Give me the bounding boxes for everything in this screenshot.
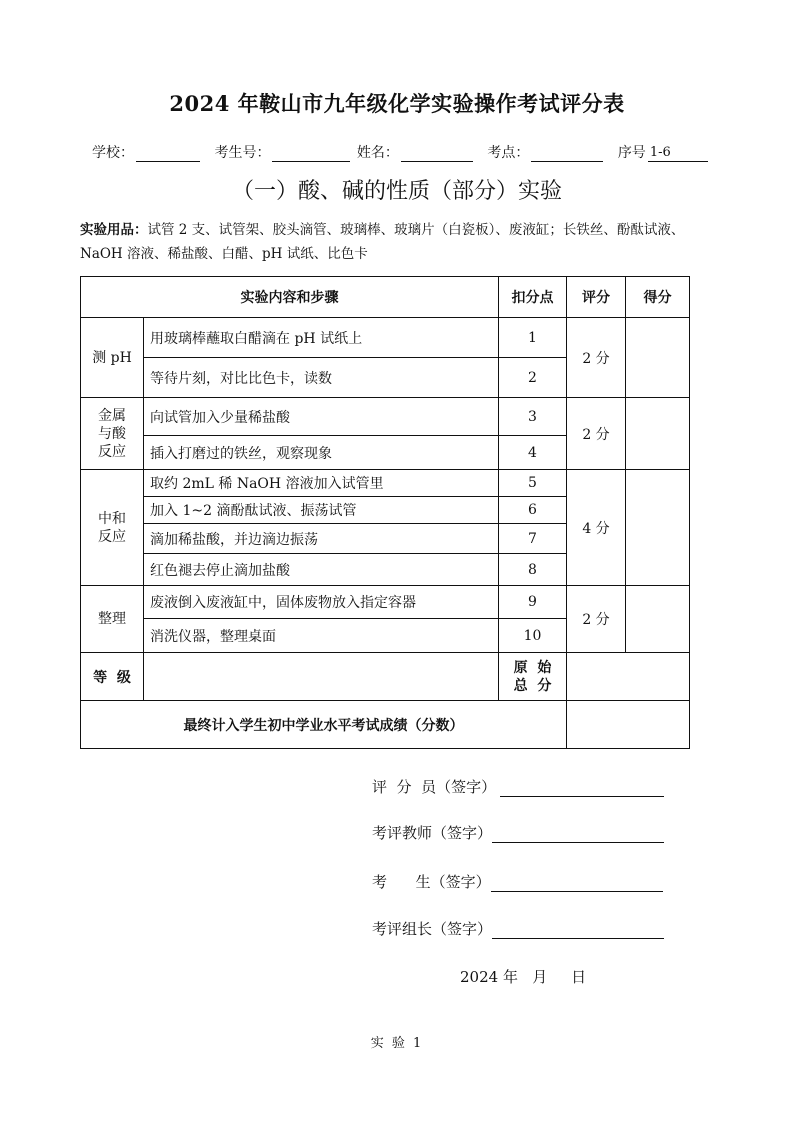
candidate-info-row (92, 142, 718, 162)
signature-label: 考 生（签字） (372, 873, 491, 891)
signature-candidate (372, 871, 663, 892)
step-text: 用玻璃棒蘸取白醋滴在 pH 试纸上 (144, 318, 499, 358)
step-number: 8 (499, 554, 567, 586)
step-number: 9 (499, 586, 567, 619)
step-number: 10 (499, 619, 567, 653)
signature-label: 考评组长（签字） (372, 920, 493, 938)
step-text: 消洗仪器，整理桌面 (144, 619, 499, 653)
scoring-table (80, 276, 690, 749)
group-label-ph: 测 pH (81, 318, 144, 398)
earned-score-cell[interactable] (626, 470, 690, 586)
step-number: 6 (499, 497, 567, 524)
group-score: 4 分 (567, 470, 626, 586)
seq-field[interactable]: 1-6 (648, 145, 708, 162)
step-text: 等待片刻，对比比色卡，读数 (144, 358, 499, 398)
step-text: 取约 2mL 稀 NaOH 溶液加入试管里 (144, 470, 499, 497)
signature-label: 考评教师（签字） (372, 824, 493, 842)
exam-no-field[interactable] (272, 145, 350, 162)
signature-examiner (372, 822, 664, 843)
signature-label: 评 分 员（签字） (372, 778, 497, 796)
page-title: 2024 年鞍山市九年级化学实验操作考试评分表 (169, 91, 625, 116)
header-score: 评分 (567, 277, 626, 318)
table-row (81, 586, 690, 619)
name-field[interactable] (401, 145, 473, 162)
page-footer: 实 验 1 (370, 1036, 424, 1051)
header-steps: 实验内容和步骤 (81, 277, 499, 318)
group-score: 2 分 (567, 398, 626, 470)
step-text: 插入打磨过的铁丝，观察现象 (144, 436, 499, 470)
group-label-line: 反应 (98, 528, 126, 545)
signature-line[interactable] (492, 826, 664, 843)
seq-label: 序号 (617, 145, 646, 161)
final-score-row (81, 701, 690, 749)
table-row (81, 398, 690, 436)
sign-date: 2024 年 月 日 (460, 968, 587, 986)
step-number: 4 (499, 436, 567, 470)
header-deduction: 扣分点 (499, 277, 567, 318)
materials-list: 试管 2 支、试管架、胶头滴管、玻璃棒、玻璃片（白瓷板）、废液缸；长铁丝、酚酞试液、NaOH 溶液、稀盐酸、白醋、pH 试纸、比色卡 (80, 222, 685, 262)
signature-team-leader (372, 918, 664, 939)
final-score-cell[interactable] (567, 701, 690, 749)
table-header-row (81, 277, 690, 318)
step-number: 5 (499, 470, 567, 497)
school-label: 学校： (92, 145, 134, 161)
step-text: 红色褪去停止滴加盐酸 (144, 554, 499, 586)
raw-total-label (499, 653, 567, 701)
step-number: 7 (499, 524, 567, 554)
earned-score-cell[interactable] (626, 318, 690, 398)
raw-total-line: 原 始 (513, 659, 552, 676)
site-label: 考点： (487, 145, 530, 161)
materials-label: 实验用品： (80, 222, 148, 238)
raw-total-line: 总 分 (513, 677, 552, 694)
signature-grader (372, 776, 664, 797)
header-earned: 得分 (626, 277, 690, 318)
group-label-line: 反应 (98, 443, 126, 460)
step-number: 3 (499, 398, 567, 436)
signature-line[interactable] (491, 875, 663, 892)
step-text: 废液倒入废液缸中，固体废物放入指定容器 (144, 586, 499, 619)
group-label-cleanup: 整理 (81, 586, 144, 653)
group-label-metal-acid (81, 398, 144, 470)
grade-cell[interactable] (144, 653, 499, 701)
table-row (81, 318, 690, 358)
step-text: 滴加稀盐酸，并边滴边振荡 (144, 524, 499, 554)
group-label-line: 金属 (98, 407, 126, 424)
group-label-line: 中和 (98, 510, 126, 527)
raw-total-cell[interactable] (567, 653, 690, 701)
signature-line[interactable] (492, 922, 664, 939)
grade-label: 等 级 (81, 653, 144, 701)
group-label-neutralization (81, 470, 144, 586)
signature-line[interactable] (500, 780, 664, 797)
materials-text (80, 218, 720, 266)
group-score: 2 分 (567, 318, 626, 398)
step-number: 1 (499, 318, 567, 358)
grade-row (81, 653, 690, 701)
step-text: 向试管加入少量稀盐酸 (144, 398, 499, 436)
earned-score-cell[interactable] (626, 398, 690, 470)
site-field[interactable] (531, 145, 603, 162)
final-score-label: 最终计入学生初中学业水平考试成绩（分数） (81, 701, 567, 749)
exam-no-label: 考生号： (214, 145, 271, 161)
school-field[interactable] (136, 145, 200, 162)
group-label-line: 与酸 (98, 425, 126, 442)
earned-score-cell[interactable] (626, 586, 690, 653)
group-score: 2 分 (567, 586, 626, 653)
experiment-title: （一）酸、碱的性质（部分）实验 (231, 179, 562, 204)
step-number: 2 (499, 358, 567, 398)
step-text: 加入 1~2 滴酚酞试液、振荡试管 (144, 497, 499, 524)
name-label: 姓名： (356, 145, 399, 161)
table-row (81, 470, 690, 497)
